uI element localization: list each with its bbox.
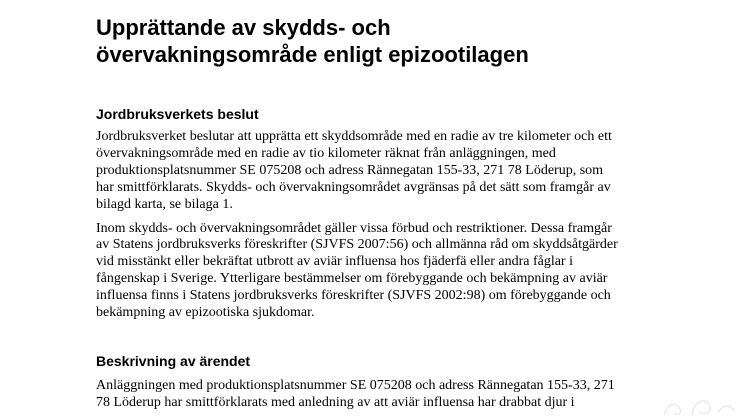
text-line: vid misstänkt eller bekräftat utbrott av aviär influensa hos fjäderfä eller andra fåglar i (96, 254, 573, 270)
text-line: 78 Löderup har smittförklarats med anledning av att aviär influensa har drabbat djur i (96, 394, 575, 410)
text-line: influensa finns i Statens jordbruksverks föreskrifter (SJVFS 2002:98) om förebyggande och (96, 288, 611, 304)
document-page (96, 14, 676, 412)
section-heading-jordbruksverkets-beslut: Jordbruksverkets beslut (96, 106, 259, 122)
paragraph-restrictions (96, 221, 676, 322)
text-line: bekämpning av epizootiska sjukdomar. (96, 305, 315, 321)
text-line: av Statens jordbruksverks föreskrifter (SJVFS 2007:56) och allmänna råd om skyddsåtgärder (96, 237, 618, 253)
title-line: Upprättande av skydds- och (96, 15, 391, 40)
section-heading-beskrivning-av-arendet: Beskrivning av ärendet (96, 352, 251, 369)
text-line: fångenskap i Sverige. Ytterligare bestämmelser om förebyggande och bekämpning av aviär (96, 271, 608, 287)
text-line: Anläggningen med produktionsplatsnummer SE 075208 och adress Rännegatan 155-33, 271 (96, 377, 615, 393)
watermark-decoration (658, 389, 738, 417)
text-line: Inom skydds- och övervakningsområdet gäller vissa förbud och restriktioner. Dessa framgår (96, 220, 612, 236)
text-line: bilagd karta, se bilaga 1. (96, 196, 233, 212)
text-line: övervakningsområde med en radie av tio kilometer räknat från anläggningen, med (96, 145, 556, 161)
paragraph-description (96, 378, 676, 412)
text-line: Jordbruksverket beslutar att upprätta ett skyddsområde med en radie av tre kilometer och ett (96, 129, 612, 144)
title-line: övervakningsområde enligt epizootilagen (96, 42, 529, 67)
paragraph-decision (96, 129, 676, 214)
document-title (96, 14, 676, 68)
text-line: har smittförklarats. Skydds- och övervakningsområdet avgränsas på det sätt som framgår av (96, 179, 611, 195)
text-line: produktionsplatsnummer SE 075208 och adress Rännegatan 155-33, 271 78 Löderup, som (96, 162, 604, 178)
